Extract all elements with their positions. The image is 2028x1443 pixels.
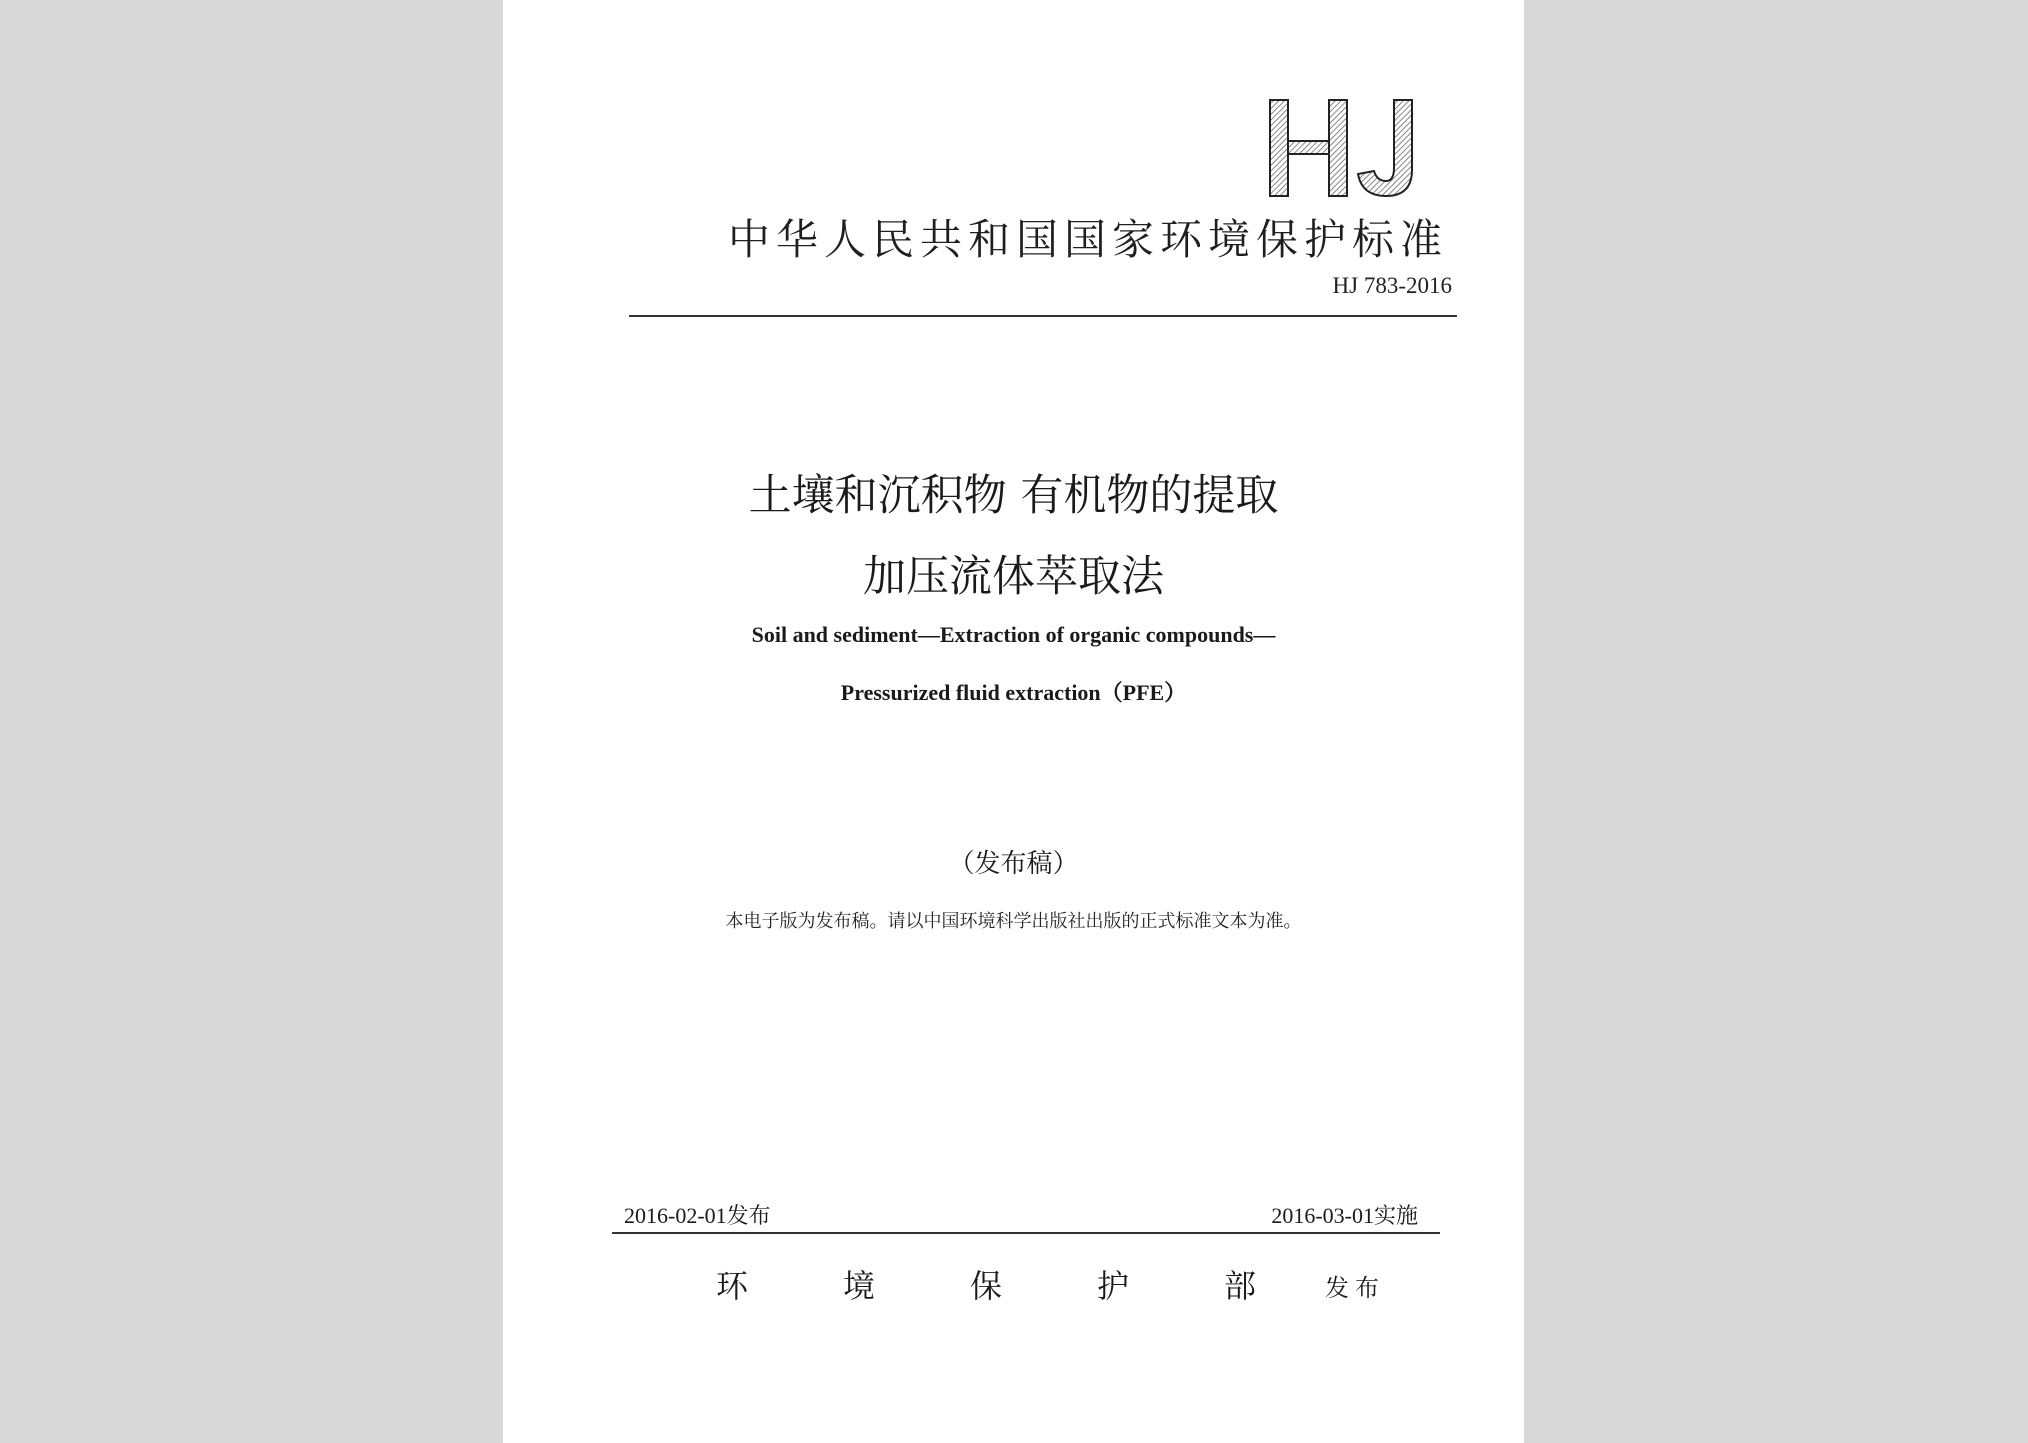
title-en-line1: Soil and sediment—Extraction of organic compounds— (751, 622, 1276, 647)
standard-code: HJ 783-2016 (1332, 273, 1452, 298)
title-cn-line2: 加压流体萃取法 (863, 552, 1164, 602)
issuing-authority: 环境保护部 (716, 1267, 1256, 1305)
electronic-version-notice: 本电子版为发布稿。请以中国环境科学出版社出版的正式标准文本为准。 (725, 911, 1302, 932)
issued-label: 发布 (1325, 1274, 1385, 1302)
implementation-date: 2016-03-01实施 (1271, 1203, 1418, 1228)
issue-date: 2016-02-01发布 (624, 1203, 771, 1228)
draft-label: （发布稿） (948, 849, 1079, 879)
standard-category-title: 中华人民共和国国家环境保护标准 (727, 215, 1448, 264)
hj-logo (758, 78, 1446, 208)
footer-divider (612, 1232, 1440, 1234)
header-divider (629, 315, 1457, 317)
title-en-line2: Pressurized fluid extraction（PFE） (840, 680, 1187, 705)
title-cn-line1: 土壤和沉积物 有机物的提取 (748, 471, 1279, 521)
